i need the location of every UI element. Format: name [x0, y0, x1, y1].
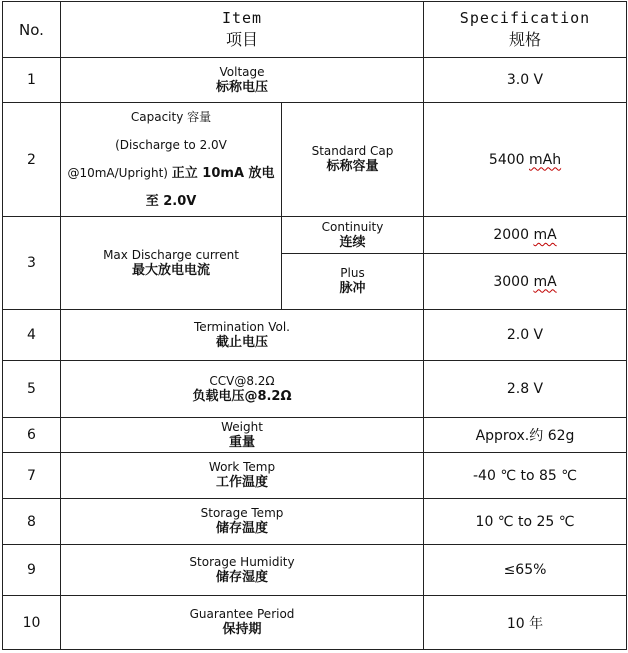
spec-table [2, 1, 627, 650]
header-item-zh: 项目 [225, 30, 258, 49]
item-cell [61, 58, 424, 103]
table-row [3, 103, 627, 217]
row-number: 6 [3, 418, 61, 453]
header-no: No. [3, 2, 61, 58]
item-en: Guarantee Period [189, 607, 295, 621]
row-number: 2 [3, 103, 61, 217]
capacity-condition-2-zh: 正立 10mA 放电 [171, 166, 275, 181]
table-row [3, 58, 627, 103]
capacity-condition-3: 至 2.0V [145, 194, 197, 209]
item-cell [61, 217, 282, 310]
table-row [3, 310, 627, 361]
row-number: 1 [3, 58, 61, 103]
item-en: Work Temp [208, 460, 276, 474]
capacity-cell [61, 103, 282, 217]
sub-item-en: Continuity [321, 219, 384, 234]
spec-value: 10 年 [424, 596, 627, 650]
header-spec [424, 2, 627, 58]
item-en: Storage Temp [200, 506, 284, 520]
item-cell [61, 418, 424, 453]
row-number: 8 [3, 499, 61, 545]
table-row [3, 596, 627, 650]
sub-item-en: Standard Cap [311, 144, 394, 158]
header-spec-zh: 规格 [508, 30, 541, 49]
spec-value [424, 103, 627, 217]
item-zh: 最大放电电流 [131, 262, 210, 278]
item-zh: 标称电压 [215, 79, 268, 95]
table-row [3, 453, 627, 499]
sub-item-zh: 连续 [339, 234, 366, 250]
sub-item-zh: 标称容量 [326, 159, 379, 174]
row-number: 10 [3, 596, 61, 650]
item-cell [61, 361, 424, 418]
row-number: 7 [3, 453, 61, 499]
item-zh: 工作温度 [215, 475, 268, 490]
item-en: Weight [221, 419, 263, 434]
item-en: Voltage [219, 64, 265, 79]
spec-number: 2000 [493, 227, 534, 243]
spec-unit: mAh [529, 151, 562, 168]
spec-value: 3.0 V [424, 58, 627, 103]
spec-value: -40 ℃ to 85 ℃ [424, 453, 627, 499]
table-row [3, 418, 627, 453]
item-cell [61, 545, 424, 596]
item-zh: 储存湿度 [215, 569, 268, 585]
spec-unit: mA [533, 227, 557, 243]
item-en: Max Discharge current [103, 247, 239, 262]
spec-unit: mA [533, 273, 557, 290]
spec-number: 5400 [488, 151, 529, 168]
item-zh: 负载电压@8.2Ω [192, 388, 292, 404]
row-number: 5 [3, 361, 61, 418]
spec-value: 2.0 V [424, 310, 627, 361]
capacity-condition-2-en: @10mA/Upright) [67, 166, 172, 180]
row-number: 4 [3, 310, 61, 361]
spec-value: Approx.约 62g [424, 418, 627, 453]
header-row [3, 2, 627, 58]
item-cell [61, 453, 424, 499]
sub-item-cell [282, 103, 424, 217]
item-cell [61, 310, 424, 361]
item-en: Storage Humidity [189, 554, 295, 569]
header-item [61, 2, 424, 58]
table-row [3, 361, 627, 418]
spec-value [424, 254, 627, 310]
item-cell [61, 596, 424, 650]
row-number: 3 [3, 217, 61, 310]
table-row [3, 545, 627, 596]
table-row [3, 217, 627, 254]
row-number: 9 [3, 545, 61, 596]
item-zh: 保持期 [222, 622, 262, 637]
table-row [3, 499, 627, 545]
item-en: Termination Vol. [194, 319, 290, 334]
spec-number: 3000 [493, 273, 534, 290]
capacity-condition: (Discharge to 2.0V [115, 138, 227, 152]
spec-value [424, 217, 627, 254]
spec-value: ≤65% [424, 545, 627, 596]
header-spec-en: Specification [459, 9, 591, 27]
item-en: CCV@8.2Ω [209, 373, 275, 388]
sub-item-zh: 脉冲 [339, 281, 366, 296]
sub-item-en: Plus [340, 266, 365, 280]
spec-value: 2.8 V [424, 361, 627, 418]
item-zh: 重量 [228, 434, 255, 450]
sub-item-cell [282, 254, 424, 310]
item-cell [61, 499, 424, 545]
item-zh: 储存温度 [215, 521, 268, 536]
capacity-title: Capacity 容量 [130, 110, 212, 124]
header-item-en: Item [221, 9, 263, 27]
item-zh: 截止电压 [215, 334, 268, 350]
capacity-condition-2 [61, 159, 281, 188]
spec-value: 10 ℃ to 25 ℃ [424, 499, 627, 545]
sub-item-cell [282, 217, 424, 254]
